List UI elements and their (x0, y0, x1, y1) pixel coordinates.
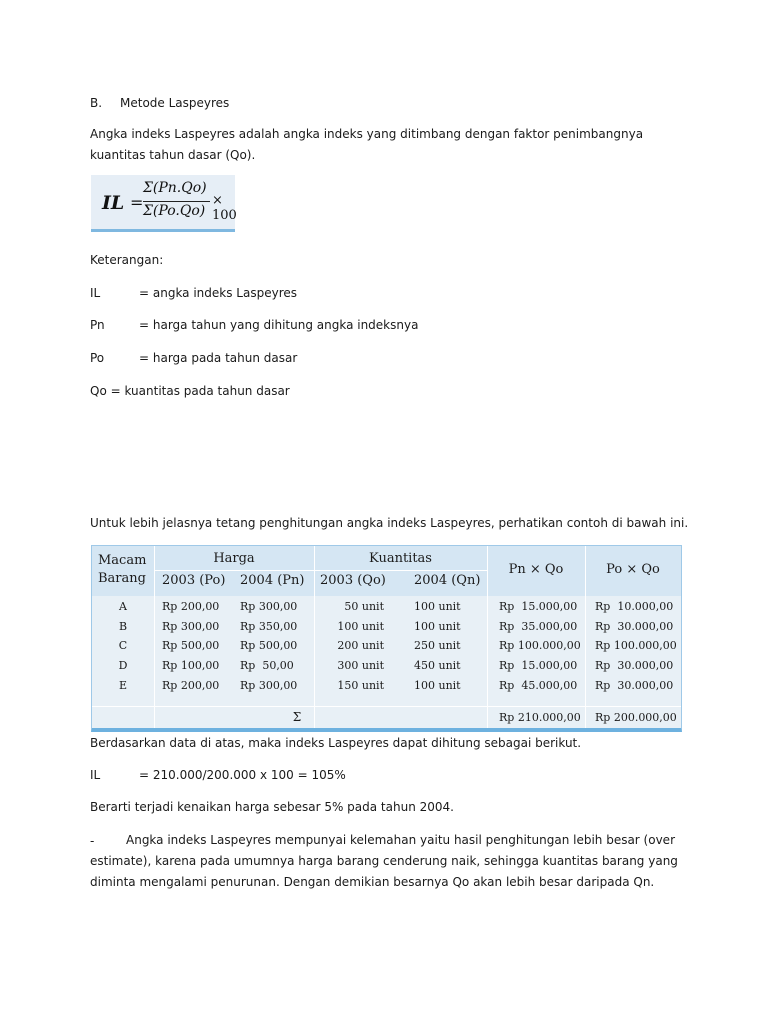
cell-qty-2003: 100 unit (337, 620, 384, 633)
cell-price-2004: Rp 300,00 (240, 679, 298, 692)
table-divider (154, 546, 155, 728)
cell-price-2004: Rp 50,00 (240, 659, 294, 672)
definition-label: Po (90, 351, 105, 365)
cell-price-2004: Rp 500,00 (240, 639, 298, 652)
cell-price-2003: Rp 200,00 (162, 679, 220, 692)
table-divider (92, 706, 681, 707)
calculation-text: = 210.000/200.000 x 100 = 105% (139, 768, 346, 782)
header-po-qo: Po × Qo (606, 562, 660, 577)
formula-denominator: Σ(Po.Qo) (143, 203, 206, 219)
sigma-symbol: Σ (292, 710, 302, 724)
cell-price-2003: Rp 500,00 (162, 639, 220, 652)
cell-item: E (118, 679, 128, 692)
definition-qo: Qo = kuantitas pada tahun dasar (90, 384, 290, 398)
header-kuantitas: Kuantitas (369, 551, 432, 566)
note-paragraph: Angka indeks Laspeyres mempunyai kelemahan yaitu hasil penghitungan lebih besar (over estimate), karena pada umumnya harga barang cenderung naik, sehingga kuantitas barang yang diminta mengalami penurunan. Dengan demikian besarnya Qo akan lebih besar daripada Qn. (90, 833, 678, 889)
definition-text: = harga tahun yang dihitung angka indeksnya (139, 318, 419, 332)
cell-qty-2004: 100 unit (414, 600, 461, 613)
cell-item: A (119, 600, 127, 613)
cell-price-2003: Rp 100,00 (162, 659, 220, 672)
cell-po-qo: Rp 30.000,00 (595, 679, 674, 692)
cell-po-qo: Rp 30.000,00 (595, 659, 674, 672)
cell-price-2004: Rp 300,00 (240, 600, 298, 613)
cell-price-2004: Rp 350,00 (240, 620, 298, 633)
total-pn-qo: Rp 210.000,00 (499, 711, 581, 724)
definition-po (90, 350, 297, 366)
data-table (91, 545, 682, 732)
header-q2004: 2004 (Qn) (414, 573, 481, 588)
cell-qty-2004: 250 unit (414, 639, 461, 652)
formula-equals: = (130, 193, 144, 212)
table-divider (154, 570, 487, 571)
cell-qty-2004: 450 unit (414, 659, 461, 672)
section-title: Metode Laspeyres (120, 96, 230, 110)
cell-pn-qo: Rp 100.000,00 (499, 639, 581, 652)
cell-qty-2003: 300 unit (337, 659, 384, 672)
keterangan-title: Keterangan: (90, 253, 164, 267)
cell-qty-2004: 100 unit (414, 620, 461, 633)
cell-item: C (118, 639, 128, 652)
laspeyres-formula (91, 175, 235, 232)
cell-po-qo: Rp 30.000,00 (595, 620, 674, 633)
header-p2004: 2004 (Pn) (240, 573, 305, 588)
note-bullet: - (90, 834, 95, 848)
header-pn-qo: Pn × Qo (508, 562, 564, 577)
definition-text: = harga pada tahun dasar (139, 351, 298, 365)
total-po-qo: Rp 200.000,00 (595, 711, 677, 724)
example-intro: Untuk lebih jelasnya tetang penghitungan angka indeks Laspeyres, perhatikan contoh di bawah ini. (90, 516, 689, 530)
definition-label: Pn (90, 318, 105, 332)
table-divider (314, 546, 315, 728)
cell-item: B (118, 620, 128, 633)
conclusion-text: Berarti terjadi kenaikan harga sebesar 5% pada tahun 2004. (90, 800, 454, 814)
after-table-text: Berdasarkan data di atas, maka indeks Laspeyres dapat dihitung sebagai berikut. (90, 736, 582, 750)
section-number: B. (90, 96, 103, 110)
header-macam: Macam (98, 553, 147, 568)
header-q2003: 2003 (Qo) (320, 573, 386, 588)
header-p2003: 2003 (Po) (162, 573, 226, 588)
cell-pn-qo: Rp 15.000,00 (499, 659, 578, 672)
cell-pn-qo: Rp 35.000,00 (499, 620, 578, 633)
intro-paragraph: Angka indeks Laspeyres adalah angka indeks yang ditimbang dengan faktor penimbangnya kuantitas tahun dasar (Qo). (90, 127, 644, 162)
formula-fraction-bar (143, 201, 210, 202)
definition-il (90, 285, 297, 301)
cell-item: D (118, 659, 128, 672)
definition-label: IL (90, 286, 101, 300)
formula-numerator: Σ(Pn.Qo) (143, 180, 207, 196)
cell-qty-2003: 150 unit (337, 679, 384, 692)
cell-price-2003: Rp 300,00 (162, 620, 220, 633)
header-harga: Harga (213, 551, 255, 566)
cell-pn-qo: Rp 45.000,00 (499, 679, 578, 692)
definition-text: = angka indeks Laspeyres (139, 286, 298, 300)
definition-pn (90, 317, 418, 333)
section-heading (90, 95, 229, 111)
calculation-label: IL (90, 768, 101, 782)
formula-lhs: IL (102, 192, 125, 214)
cell-po-qo: Rp 100.000,00 (595, 639, 677, 652)
cell-price-2003: Rp 200,00 (162, 600, 220, 613)
cell-po-qo: Rp 10.000,00 (595, 600, 674, 613)
formula-multiplier: × 100 (212, 193, 237, 223)
cell-qty-2004: 100 unit (414, 679, 461, 692)
cell-qty-2003: 200 unit (337, 639, 384, 652)
calculation-line (90, 767, 346, 783)
cell-pn-qo: Rp 15.000,00 (499, 600, 578, 613)
cell-qty-2003: 50 unit (344, 600, 384, 613)
header-barang: Barang (98, 571, 146, 586)
